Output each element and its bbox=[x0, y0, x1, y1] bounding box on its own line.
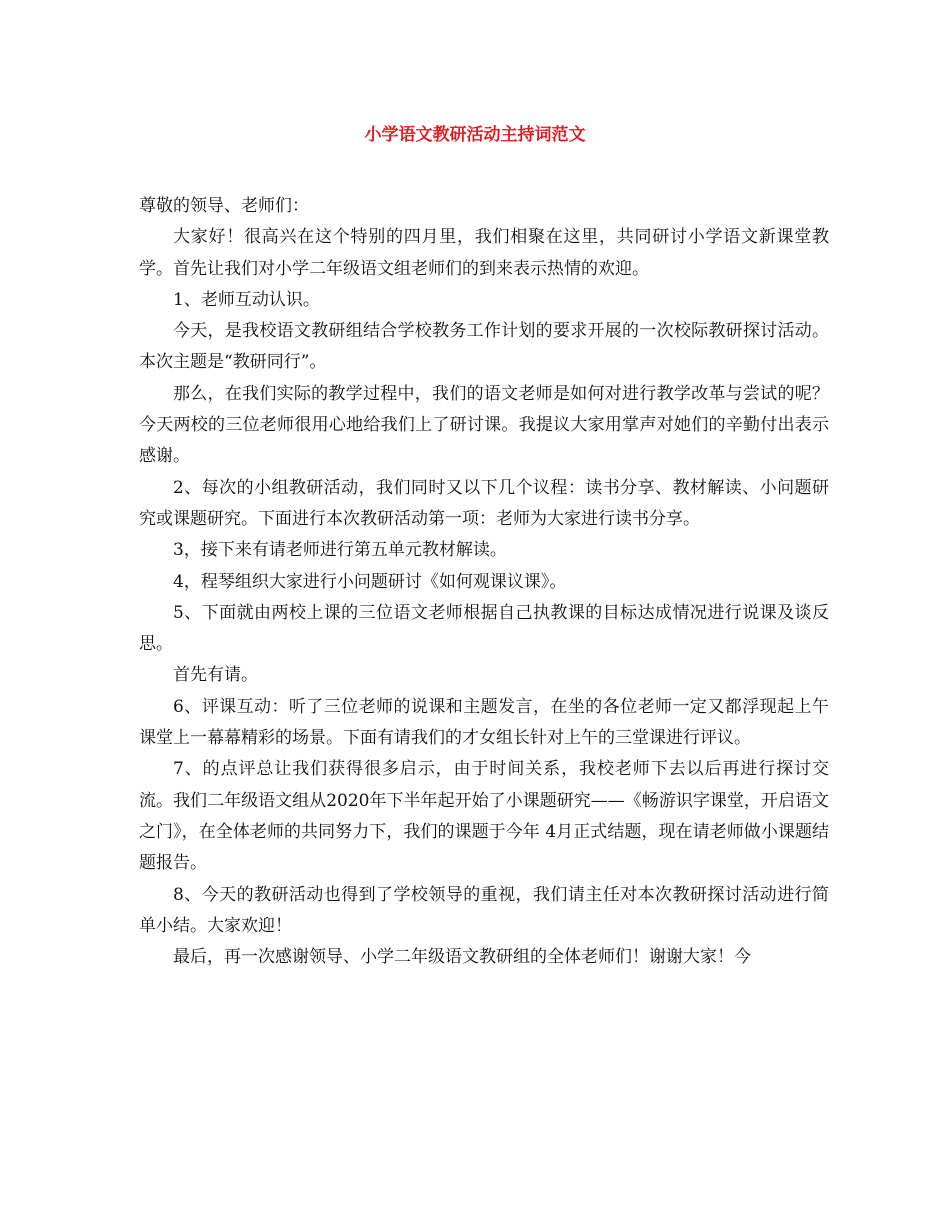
paragraph-thanks: 那么，在我们实际的教学过程中，我们的语文老师是如何对进行教学改革与尝试的呢？今天两校的三位老师很用心地给我们上了研讨课。我提议大家用掌声对她们的辛勤付出表示感谢。 bbox=[139, 383, 829, 467]
paragraph-item-6: 6、评课互动：听了三位老师的说课和主题发言，在坐的各位老师一定又都浮现起上午课堂上一幕幕精彩的场景。下面有请我们的才女组长针对上午的三堂课进行评议。 bbox=[139, 696, 829, 749]
paragraph-closing: 最后，再一次感谢领导、小学二年级语文教研组的全体老师们！谢谢大家！今 bbox=[173, 947, 751, 968]
paragraph-invite: 首先有请。 bbox=[173, 665, 258, 686]
document-title: 小学语文教研活动主持词范文 bbox=[364, 125, 586, 145]
document-body bbox=[139, 191, 829, 973]
paragraph-item-5: 5、下面就由两校上课的三位语文老师根据自己执教课的目标达成情况进行说课及谈反思。 bbox=[139, 602, 829, 655]
paragraph-item-3: 3，接下来有请老师进行第五单元教材解读。 bbox=[173, 540, 507, 561]
salutation: 尊敬的领导、老师们： bbox=[139, 196, 309, 216]
paragraph-item-1: 1、老师互动认识。 bbox=[173, 289, 320, 310]
paragraph-item-2: 2、每次的小组教研活动，我们同时又以下几个议程：读书分享、教材解读、小问题研究或课题研究。下面进行本次教研活动第一项：老师为大家进行读书分享。 bbox=[139, 477, 829, 529]
paragraph-item-7: 7、的点评总让我们获得很多启示，由于时间关系，我校老师下去以后再进行探讨交流。我们二年级语文组从2020年下半年起开始了小课题研究——《畅游识字课堂，开启语文之门》，在全体老师的共同努力下，我们的课题于今年 4月正式结题，现在请老师做小课题结题报告。 bbox=[139, 759, 829, 874]
paragraph-item-4: 4，程琴组织大家进行小问题研讨《如何观课议课》。 bbox=[173, 571, 567, 592]
paragraph-theme: 今天，是我校语文教研组结合学校教务工作计划的要求开展的一次校际教研探讨活动。本次主题是“教研同行”。 bbox=[139, 321, 829, 373]
paragraph-item-8: 8、今天的教研活动也得到了学校领导的重视，我们请主任对本次教研探讨活动进行简单小结。大家欢迎！ bbox=[139, 884, 829, 936]
paragraph-greeting: 大家好！很高兴在这个特别的四月里，我们相聚在这里，共同研讨小学语文新课堂教学。首先让我们对小学二年级语文组老师们的到来表示热情的欢迎。 bbox=[139, 227, 829, 279]
